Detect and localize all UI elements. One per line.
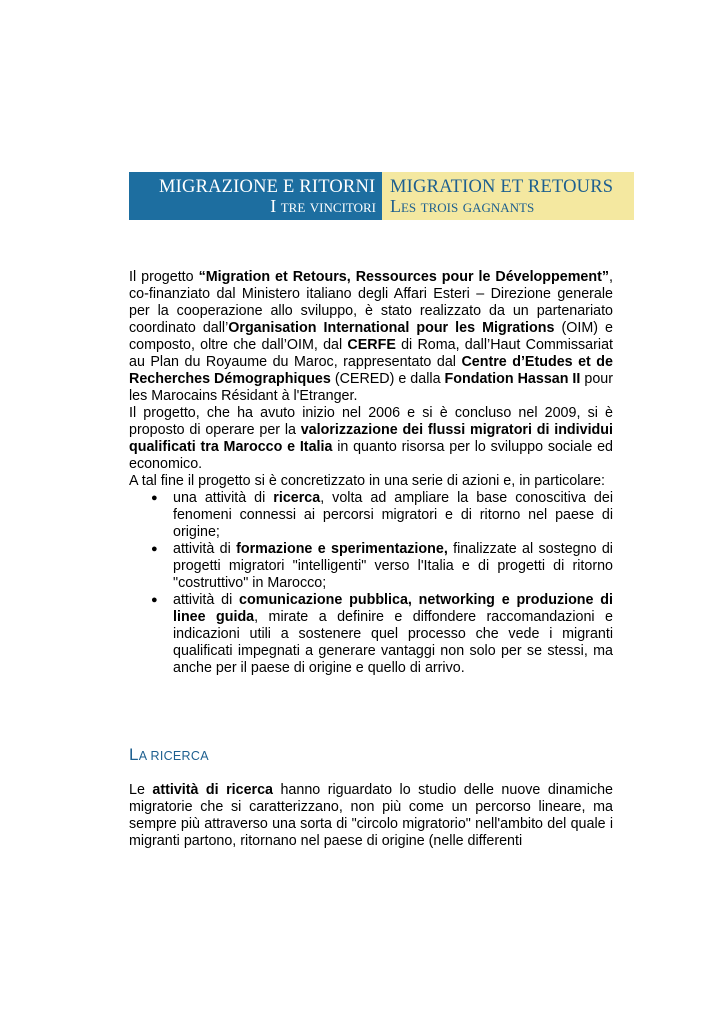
heading-initial: L: [129, 745, 139, 764]
header-banner: [129, 172, 634, 220]
bullet-icon: ●: [151, 543, 158, 555]
project-goal: valorizzazione dei flussi migratori di individui qualificati tra Marocco e Italia: [129, 422, 613, 455]
text-span: (OIM) e composto, oltre che dall’OIM, dal: [129, 320, 614, 353]
bullet-icon: ●: [151, 594, 158, 606]
actions-list: [129, 490, 613, 677]
text-span: una attività di: [173, 490, 274, 506]
list-item: [151, 592, 613, 677]
text-span: finalizzate al sostegno di progetti migratori "intelligenti" verso l'Italia e di progetti di ritorno "costruttivo" in Marocco;: [173, 541, 613, 591]
org-cerfe: CERFE: [347, 337, 396, 353]
text-span: attività di: [173, 541, 237, 557]
text-span: pour les Marocains Résidant à l'Etranger.: [129, 371, 613, 404]
bullet-icon: ●: [151, 492, 158, 504]
banner-italian: [129, 172, 382, 220]
intro-section: [129, 269, 613, 677]
banner-fr-title: MIGRATION ET RETOURS: [390, 177, 614, 197]
heading-rest: A RICERCA: [138, 749, 209, 763]
section-heading: [129, 745, 209, 765]
org-oim: Organisation International pour les Migrations: [228, 320, 555, 336]
research-paragraph: [129, 782, 613, 850]
text-span: attività di: [173, 592, 240, 608]
research-section: [129, 782, 613, 850]
text-span: in quanto risorsa per lo sviluppo sociale ed economico.: [129, 439, 613, 472]
bold-term: attività di ricerca: [152, 782, 273, 798]
bold-term: ricerca: [273, 490, 321, 506]
org-fondation: Fondation Hassan II: [444, 371, 581, 387]
banner-french: [382, 172, 634, 220]
banner-fr-subtitle: Les trois gagnants: [390, 196, 535, 216]
text-span: di Roma, dall’Haut Commissariat au Plan du Royaume du Maroc, rappresentato dal: [129, 337, 613, 370]
intro-paragraph-2: [129, 405, 613, 473]
intro-paragraph-3: A tal fine il progetto si è concretizzato in una serie di azioni e, in particolare:: [129, 473, 606, 489]
list-item: [151, 541, 613, 592]
intro-paragraph-1: [129, 269, 613, 405]
banner-it-title: MIGRAZIONE E RITORNI: [159, 177, 376, 197]
project-title: “Migration et Retours, Ressources pour le Développement”: [198, 269, 610, 285]
text-span: (CERED) e dalla: [330, 371, 445, 387]
list-item: [151, 490, 614, 541]
bold-term: formazione e sperimentazione,: [236, 541, 448, 557]
banner-it-subtitle: I tre vincitori: [270, 196, 376, 216]
text-span: Il progetto: [129, 269, 199, 285]
text-span: , mirate a definire e diffondere raccomandazioni e indicazioni utili a sostenere quel processo che vede i migranti qualificati impegnati a generare vantaggi non solo per se stessi, ma anche per il paese di origine e quello di arrivo.: [173, 609, 613, 676]
text-span: , co-finanziato dal Ministero italiano degli Affari Esteri – Direzione generale per la cooperazione allo sviluppo, è stato realizzato da un partenariato coordinato dall’: [129, 269, 613, 336]
text-span: hanno riguardato lo studio delle nuove dinamiche migratorie che si caratterizzano, non più come un percorso lineare, ma sempre più attraverso una sorta di "circolo migratorio" nell'ambito del quale i migranti partono, ritornano nel paese di origine (nelle differenti: [129, 782, 614, 849]
bold-term: comunicazione pubblica, networking e produzione di linee guida: [173, 592, 613, 625]
org-cered: Centre d’Etudes et de Recherches Démographiques: [129, 354, 613, 387]
text-span: , volta ad ampliare la base conoscitiva dei fenomeni connessi ai percorsi migratori e di ritorno nel paese di origine;: [173, 490, 614, 540]
text-span: Le: [129, 782, 153, 798]
text-span: Il progetto, che ha avuto inizio nel 2006 e si è concluso nel 2009, si è proposto di operare per la: [129, 405, 613, 438]
